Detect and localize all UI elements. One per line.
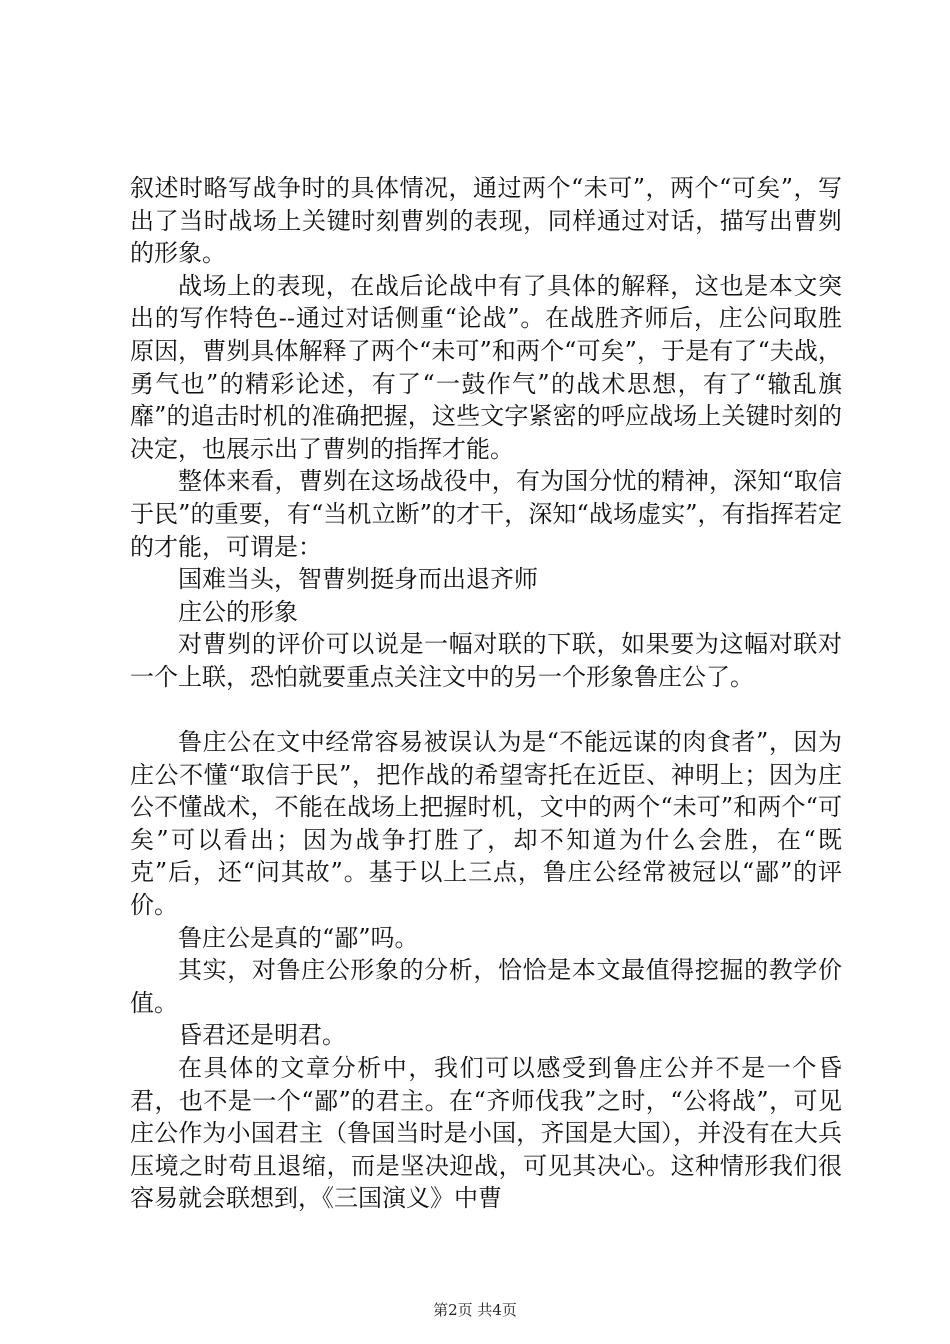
couplet-line: 国难当头，智曹刿挺身而出退齐师 bbox=[178, 565, 538, 594]
paragraph-8: 昏君还是明君。 bbox=[178, 1021, 346, 1050]
paragraph-2: 战场上的表现，在战后论战中有了具体的解释，这也是本文突出的写作特色--通过对话侧重“论战”。在战胜齐师后，庄公问取胜原因，曹刿具体解释了两个“未可”和两个“可矣”，于是有了“夫战，勇气也”的精彩论述，有了“一鼓作气”的战术思想，有了“辙乱旗靡”的追击时机的准确把握，这些文字紧密的呼应战场上关键时刻的决定，也展示出了曹刿的指挥才能。 bbox=[130, 271, 842, 463]
paragraph-1: 叙述时略写战争时的具体情况，通过两个“未可”，两个“可矣”，写出了当时战场上关键时刻曹刿的表现，同样通过对话，描写出曹刿的形象。 bbox=[130, 174, 842, 268]
section-heading: 庄公的形象 bbox=[178, 597, 298, 626]
page-footer: 第2页 共4页 bbox=[433, 1301, 517, 1319]
document-body bbox=[130, 172, 842, 1215]
paragraph-3: 整体来看，曹刿在这场战役中，有为国分忧的精神，深知“取信于民”的重要，有“当机立断”的才干，深知“战场虚实”，有指挥若定的才能，可谓是： bbox=[130, 467, 842, 561]
paragraph-6: 鲁庄公是真的“鄙”吗。 bbox=[178, 923, 419, 952]
paragraph-7: 其实，对鲁庄公形象的分析，恰恰是本文最值得挖掘的教学价值。 bbox=[130, 956, 842, 1017]
blank-line bbox=[130, 694, 842, 727]
paragraph-5: 鲁庄公在文中经常容易被误认为是“不能远谋的肉食者”，因为庄公不懂“取信于民”，把作战的希望寄托在近臣、神明上；因为庄公不懂战术，不能在战场上把握时机，文中的两个“未可”和两个“可矣”可以看出；因为战争打胜了，却不知道为什么会胜，在“既克”后，还“问其故”。基于以上三点，鲁庄公经常被冠以“鄙”的评价。 bbox=[130, 728, 842, 920]
paragraph-4: 对曹刿的评价可以说是一幅对联的下联，如果要为这幅对联对一个上联，恐怕就要重点关注文中的另一个形象鲁庄公了。 bbox=[130, 630, 842, 691]
paragraph-9: 在具体的文章分析中，我们可以感受到鲁庄公并不是一个昏君，也不是一个“鄙”的君主。在“齐师伐我”之时，“公将战”，可见庄公作为小国君主（鲁国当时是小国，齐国是大国），并没有在大兵压境之时苟且退缩，而是坚决迎战，可见其决心。这种情形我们很容易就会联想到，《三国演义》中曹 bbox=[130, 1054, 842, 1213]
